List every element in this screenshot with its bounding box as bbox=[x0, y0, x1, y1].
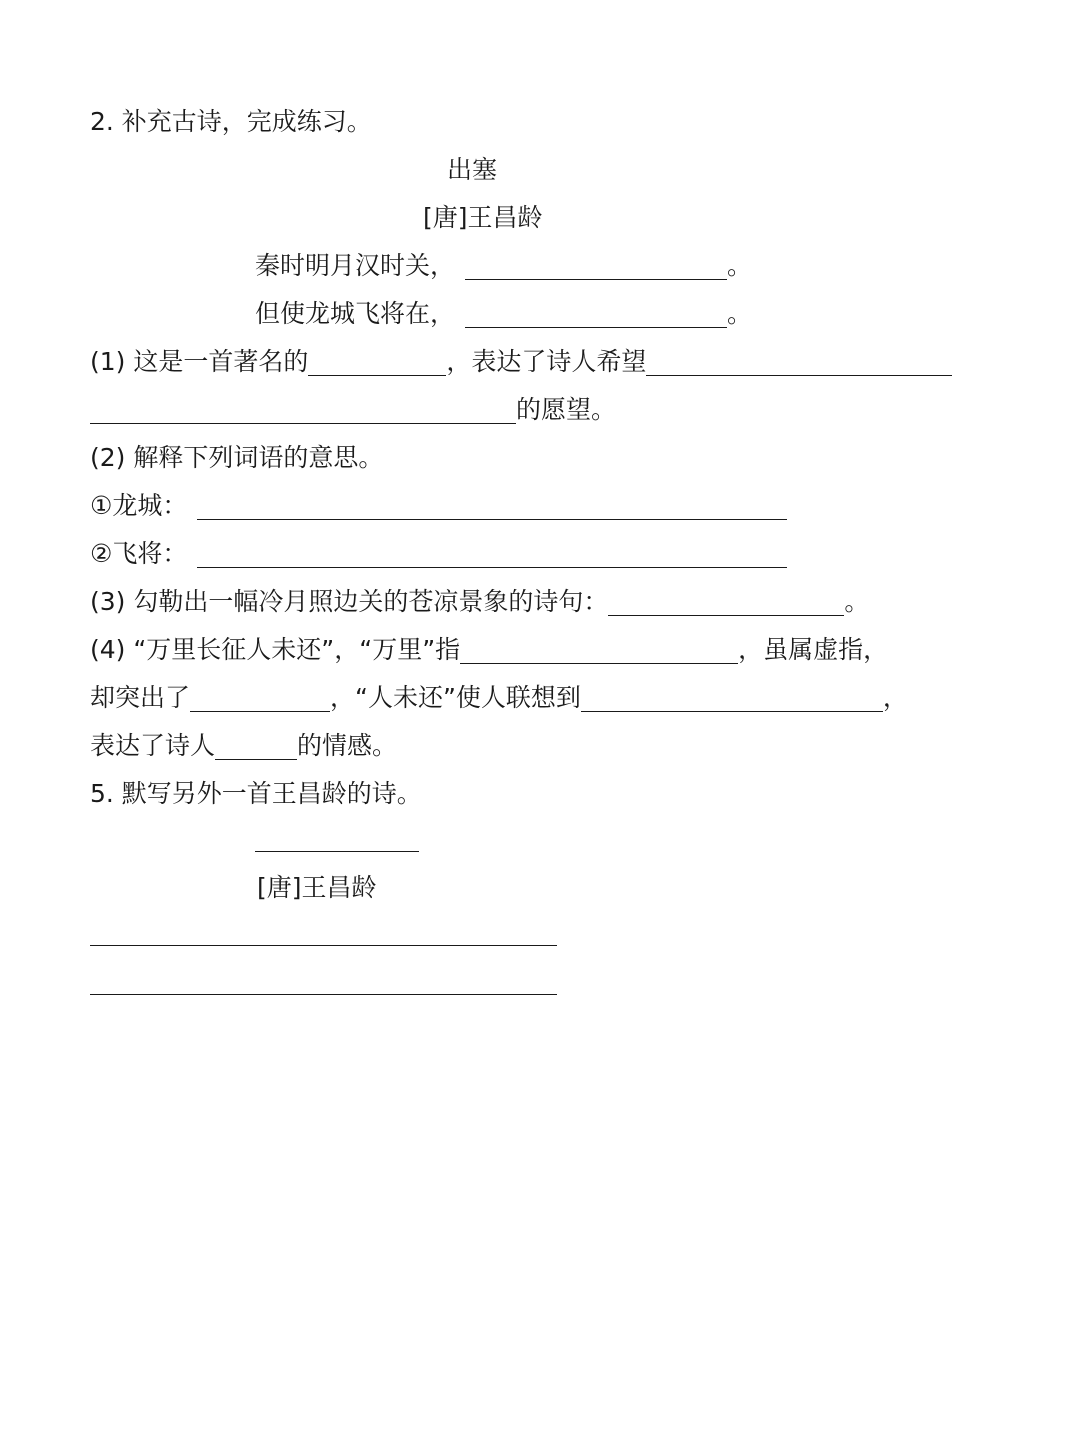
wish-blank-2[interactable] bbox=[90, 396, 516, 424]
term-item-1-label: ①龙城： bbox=[90, 491, 188, 520]
q5-author: [唐]王昌龄 bbox=[257, 873, 377, 902]
poem-answer-line-1[interactable] bbox=[90, 945, 557, 946]
sub-question-4-text-g: 的情感。 bbox=[297, 731, 398, 760]
sub-question-3-text: (3) 勾勒出一幅冷月照边关的苍凉景象的诗句： bbox=[90, 587, 609, 616]
term-item-1 bbox=[90, 488, 787, 524]
poem-title: 出塞 bbox=[447, 155, 498, 184]
poem-type-blank[interactable] bbox=[308, 348, 446, 376]
sub-question-4-end bbox=[90, 728, 397, 764]
period-mark: 。 bbox=[727, 299, 753, 328]
sub-question-1-text-a: (1) 这是一首著名的 bbox=[90, 347, 309, 376]
poem-line-1-text: 秦时明月汉时关， bbox=[255, 251, 456, 280]
sub-question-3 bbox=[90, 584, 869, 620]
sub-question-1-text-c: 的愿望。 bbox=[516, 395, 617, 424]
highlight-blank[interactable] bbox=[190, 684, 330, 712]
sub-question-4-text-a: (4) “万里长征人未还”，“万里”指 bbox=[90, 635, 461, 664]
poem-line-3 bbox=[255, 296, 752, 332]
sub-question-4-text-d: ，“人未还”使人联想到 bbox=[330, 683, 581, 712]
term-item-2 bbox=[90, 536, 787, 572]
sub-question-1-text-b: ，表达了诗人希望 bbox=[446, 347, 647, 376]
q5-heading: 5. 默写另外一首王昌龄的诗。 bbox=[90, 779, 422, 808]
q2-heading: 2. 补充古诗，完成练习。 bbox=[90, 107, 372, 136]
poem-title-blank[interactable] bbox=[255, 851, 419, 852]
wish-blank-1[interactable] bbox=[646, 348, 952, 376]
poem-line-4-blank[interactable] bbox=[465, 300, 727, 328]
sub-question-1-cont bbox=[90, 392, 616, 428]
poem-answer-line-2[interactable] bbox=[90, 994, 557, 995]
poem-author: [唐]王昌龄 bbox=[423, 203, 543, 232]
sub-question-4-cont bbox=[90, 680, 908, 716]
sub-question-1 bbox=[90, 344, 952, 380]
sub-question-2: (2) 解释下列词语的意思。 bbox=[90, 443, 384, 472]
wanli-meaning-blank[interactable] bbox=[460, 636, 738, 664]
term-item-1-blank[interactable] bbox=[197, 492, 787, 520]
sub-question-4-text-c: 却突出了 bbox=[90, 683, 191, 712]
period-mark: 。 bbox=[727, 251, 753, 280]
poem-line-2-blank[interactable] bbox=[465, 252, 727, 280]
emotion-blank[interactable] bbox=[215, 732, 297, 760]
term-item-2-blank[interactable] bbox=[197, 540, 787, 568]
sub-question-4-text-b: ，虽属虚指， bbox=[738, 635, 889, 664]
sub-question-4-text-e: ， bbox=[882, 683, 908, 712]
poem-line-1 bbox=[255, 248, 752, 284]
term-item-2-label: ②飞将： bbox=[90, 539, 188, 568]
period-mark: 。 bbox=[844, 587, 870, 616]
association-blank[interactable] bbox=[581, 684, 883, 712]
verse-blank[interactable] bbox=[608, 588, 844, 616]
poem-line-3-text: 但使龙城飞将在， bbox=[255, 299, 456, 328]
sub-question-4 bbox=[90, 632, 888, 668]
sub-question-4-text-f: 表达了诗人 bbox=[90, 731, 216, 760]
